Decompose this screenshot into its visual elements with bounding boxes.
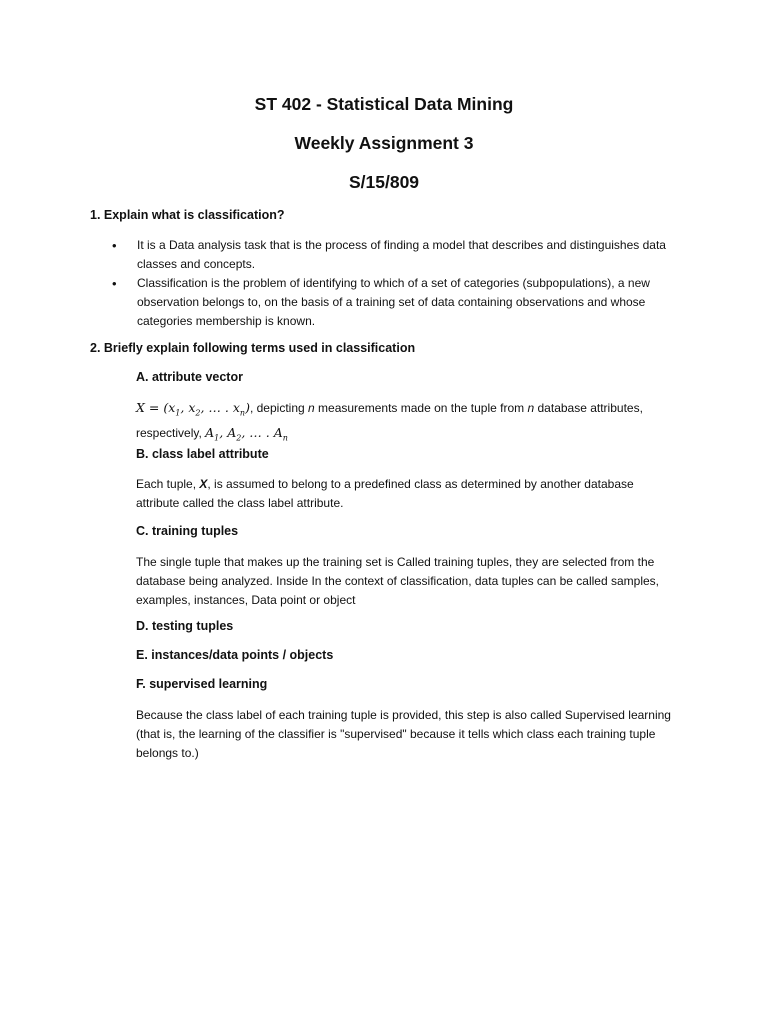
attr-a1: A (205, 424, 215, 440)
attribute-vector-definition (136, 398, 696, 447)
assignment-title: Weekly Assignment 3 (294, 133, 474, 153)
formula-sub-1: 1 (175, 408, 181, 418)
heading-instances: E. instances/data points / objects (136, 648, 334, 662)
formula-eq: = (144, 400, 164, 415)
heading-attribute-vector: A. attribute vector (136, 370, 243, 384)
attr-sep: , (219, 424, 228, 440)
attr-sub-1: 1 (214, 433, 220, 442)
italic-n: n (527, 401, 535, 415)
bullet-icon: • (112, 238, 117, 253)
definition-text-1: , depicting (249, 401, 309, 415)
attr-an: A (273, 424, 283, 440)
italic-n: n (308, 401, 315, 415)
course-title: ST 402 - Statistical Data Mining (254, 94, 514, 114)
formula-sub-n: n (239, 408, 246, 418)
formula-xn: x (232, 400, 240, 415)
heading-testing-tuples: D. testing tuples (136, 619, 234, 633)
definition-text: Each tuple, (136, 477, 200, 491)
formula-sep: , (180, 400, 189, 415)
list-item (112, 236, 702, 274)
formula-close: ) (245, 400, 250, 415)
attr-sub-2: 2 (236, 433, 242, 442)
definition-text-3: database attributes, (534, 401, 643, 415)
heading-class-label-attribute: B. class label attribute (136, 447, 269, 461)
heading-supervised-learning: F. supervised learning (136, 677, 268, 691)
attr-a2: A (227, 424, 237, 440)
definition-text-line2: respectively, (136, 425, 206, 440)
supervised-learning-definition: Because the class label of each training tuple is provided, this step is also called Supervised learning (that is, the learning of the classifier is "supervised" because it tells which class each training tuple belongs to.) (136, 708, 671, 760)
bullet-text: It is a Data analysis task that is the process of finding a model that describes and distinguishes data classes and concepts. (137, 238, 666, 271)
attr-dots: , … . (241, 424, 274, 440)
question-2: 2. Briefly explain following terms used in classification (90, 341, 416, 355)
heading-training-tuples: C. training tuples (136, 524, 239, 538)
training-tuples-definition: The single tuple that makes up the training set is Called training tuples, they are selected from the database being analyzed. Inside In the context of classification, data tuples can be called samples, examples, instances, Data point or object (136, 555, 659, 607)
list-item (112, 274, 702, 331)
attr-sub-n: n (282, 433, 288, 442)
formula-lhs: X (136, 400, 145, 415)
emphasis-x: X (199, 477, 208, 491)
formula-open: ( (163, 400, 169, 415)
student-id: S/15/809 (348, 172, 420, 192)
class-label-definition (136, 475, 676, 513)
formula-dots: , … . (200, 400, 233, 415)
definition-text-2: measurements made on the tuple from (314, 401, 528, 415)
question-1: 1. Explain what is classification? (90, 208, 285, 222)
bullet-text: Classification is the problem of identifying to which of a set of categories (subpopulations), a new observation belongs to, on the basis of a training set of data containing observations and whose categories membership is known. (137, 276, 650, 328)
formula-x2: x (188, 400, 196, 415)
bullet-icon: • (112, 276, 117, 291)
formula-x1: x (168, 400, 176, 415)
formula-sub-2: 2 (195, 408, 201, 418)
definition-text: , is assumed to belong to a predefined class as determined by another database attribute called the class label attribute. (136, 477, 634, 510)
classification-bullet-list (112, 236, 702, 331)
